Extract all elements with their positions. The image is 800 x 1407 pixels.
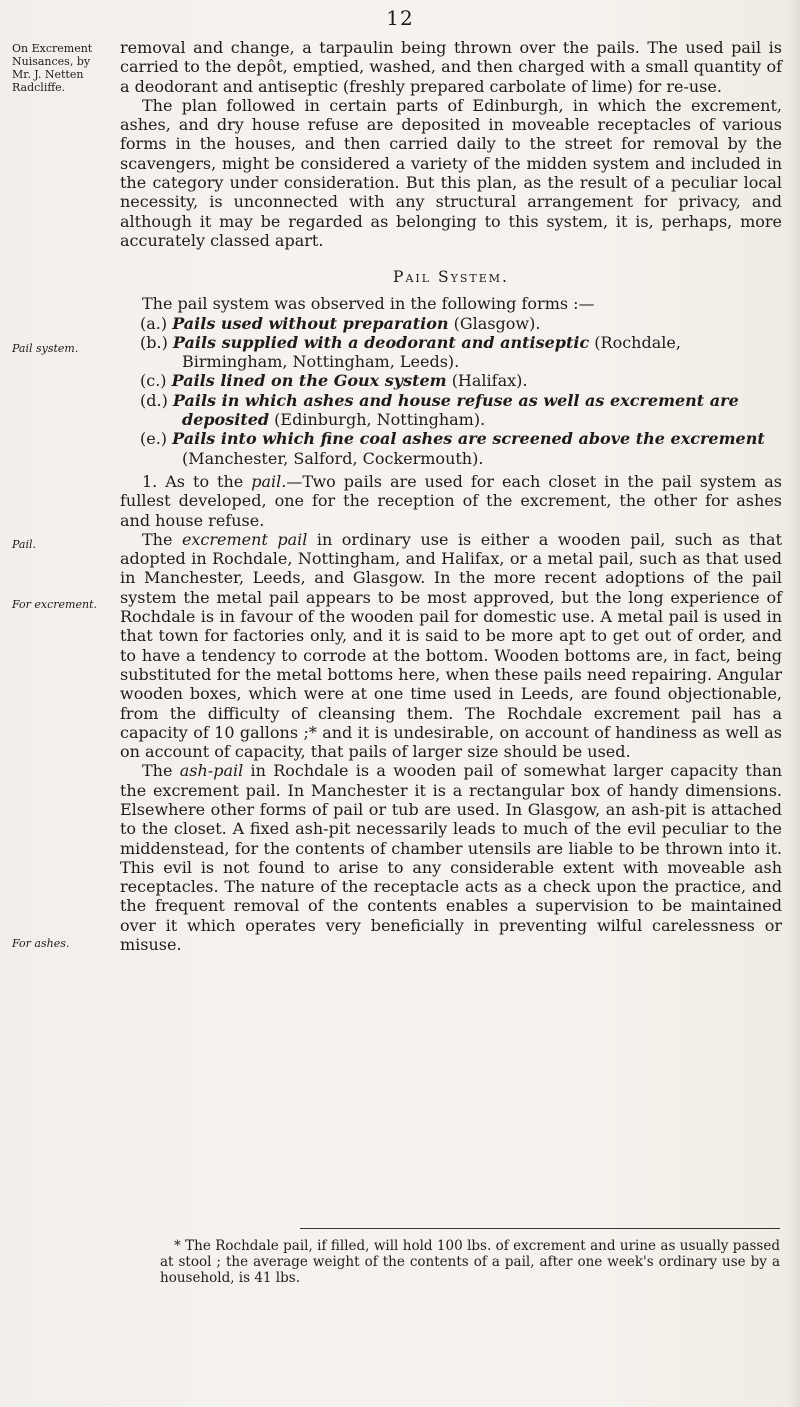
- side-note-excrement: On Excrement Nuisances, by Mr. J. Netten Radcliffe.: [12, 42, 93, 94]
- footnote: * The Rochdale pail, if filled, will hold 100 lbs. of excrement and urine as usually passed at stool ; the average weight of the contents of a pail, after one week's ordinary use by a household, is 41 lbs.: [160, 1238, 780, 1286]
- intro-paragraph: The pail system was observed in the following forms :—: [142, 294, 595, 314]
- paragraph-pail: [120, 472, 782, 530]
- paragraph-excrement-pail: [120, 530, 782, 762]
- side-note-pail-system: Pail system.: [12, 342, 79, 355]
- list-item: [120, 391, 782, 430]
- list-label: (e.): [140, 429, 168, 449]
- list-text: Pails in which ashes and house refuse as well as excrement are deposited: [172, 390, 739, 430]
- side-note-for-ashes: For ashes.: [12, 937, 70, 950]
- list-text: Pails lined on the Goux system: [171, 371, 447, 391]
- list-item: [120, 429, 782, 468]
- paragraph-ash-pail: [120, 761, 782, 954]
- paragraph-removal: removal and change, a tarpaulin being thrown over the pails. The used pail is carried to the depôt, emptied, washed, and then charged with a small quantity of a deodorant and antiseptic (freshly prepared carbolate of lime) for re-use.: [120, 38, 782, 96]
- side-note-pail: Pail.: [12, 538, 36, 551]
- list-place: (Edinburgh, Nottingham).: [274, 410, 486, 430]
- excrement-term: excrement pail: [181, 529, 308, 549]
- list-text: Pails used without preparation: [172, 313, 449, 333]
- list-place: (Manchester, Salford, Cockermouth).: [182, 448, 484, 468]
- list-place: (Halifax).: [451, 371, 528, 391]
- page-edge-shadow: [788, 0, 800, 1407]
- pail-lead: 1. As to the: [142, 471, 252, 491]
- list-label: (d.): [140, 390, 168, 410]
- list-place: (Glasgow).: [453, 313, 541, 333]
- list-text: Pails into which fine coal ashes are screened above the excrement: [172, 429, 765, 449]
- page-number: 12: [386, 6, 414, 30]
- excrement-lead: The: [142, 529, 182, 549]
- pail-rest: —Two pails are used for each closet in the pail system as fullest developed, one for the reception of the excrement, the other for ashes and house refuse.: [120, 471, 783, 530]
- pail-term: pail.: [251, 471, 287, 491]
- main-text-column: [120, 38, 782, 954]
- list-text: Pails supplied with a deodorant and antiseptic: [172, 332, 590, 352]
- list-place: (Rochdale, Birmingham, Nottingham, Leeds).: [182, 332, 681, 372]
- paragraph-edinburgh: The plan followed in certain parts of Edinburgh, in which the excrement, ashes, and dry house refuse are deposited in moveable receptacles of various forms in the houses, and then carried daily to the street for removal by the scavengers, might be considered a variety of the midden system and included in the category under consideration. But this plan, as the result of a peculiar local necessity, is unconnected with any structural arrangement for privacy, and although it may be regarded as belonging to this system, it is, perhaps, more accurately classed apart.: [120, 95, 782, 250]
- list-label: (c.): [140, 371, 167, 391]
- excrement-rest: in ordinary use is either a wooden pail, such as that adopted in Rochdale, Nottingham, and Halifax, or a metal pail, such as that used in Manchester, Leeds, and Glasgow. In the more recent adoptions of the pail system the metal pail appears to be most approved, but the long experience of Rochdale is in favour of the wooden pail for domestic use. A metal pail is used in that town for factories only, and it is said to be more apt to get out of order, and to have a tendency to corrode at the bottom. Wooden bottoms are, in fact, being substituted for the metal bottoms here, when these pails need repairing. Angular wooden boxes, which were at one time used in Leeds, are found objectionable, from the difficulty of cleansing them. The Rochdale excrement pail has a capacity of 10 gallons ;* and it is undesirable, on account of handiness as well as on account of capacity, that pails of larger size should be used.: [120, 529, 782, 762]
- section-heading: Pail System.: [393, 268, 509, 287]
- ashes-lead: The: [142, 761, 180, 781]
- list-label: (a.): [140, 313, 168, 333]
- side-note-for-excrement: For excrement.: [12, 598, 97, 611]
- list-item: [120, 333, 782, 372]
- ashes-term: ash-pail: [179, 761, 244, 781]
- ashes-rest: in Rochdale is a wooden pail of somewhat larger capacity than the excrement pail. In Manchester it is a rectangular box of handy dimensions. Elsewhere other forms of pail or tub are used. In Glasgow, an ash-pit is attached to the closet. A fixed ash-pit necessarily leads to much of the evil peculiar to the middenstead, for the contents of chamber utensils are liable to be thrown into it. This evil is not found to arise to any considerable extent with moveable ash receptacles. The nature of the receptacle acts as a check upon the practice, and the frequent removal of the contents enables a supervision to be maintained over it which operates very beneficially in preventing wilful carelessness or misuse.: [120, 761, 782, 955]
- list-item: [120, 371, 782, 390]
- footnote-divider: [300, 1228, 780, 1229]
- list-item: [120, 314, 782, 333]
- list-label: (b.): [140, 332, 168, 352]
